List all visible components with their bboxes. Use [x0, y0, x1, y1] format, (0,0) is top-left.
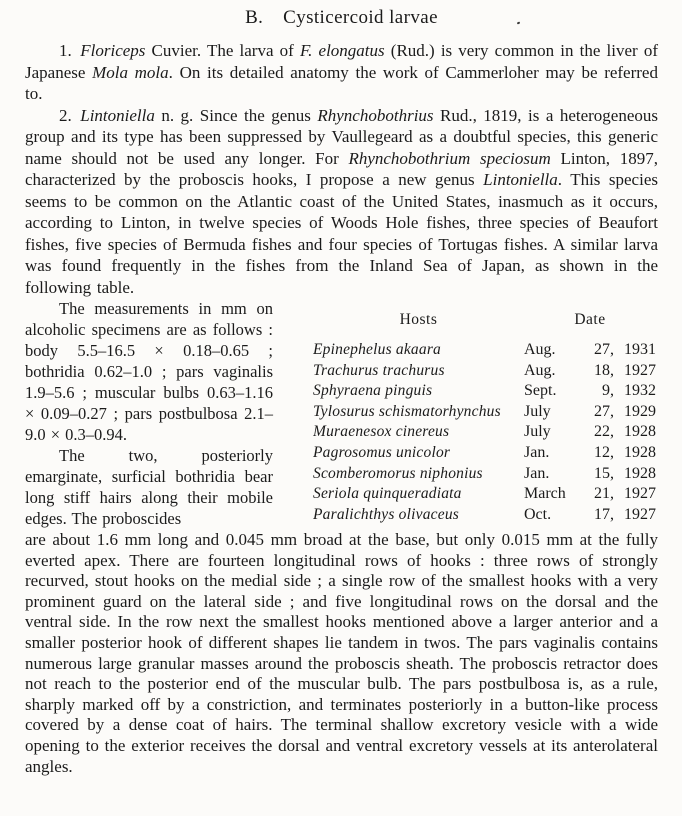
host-name: Scomberomorus niphonius — [313, 464, 483, 482]
date-year: 1928 — [624, 423, 656, 441]
date-year: 1929 — [624, 402, 656, 420]
table-row — [313, 361, 656, 382]
date-day: 22, — [594, 423, 614, 441]
table-row — [313, 381, 656, 402]
collection-date — [524, 381, 656, 402]
host-name: Muraenesox cinereus — [313, 423, 450, 441]
host-name: Epinephelus akaara — [313, 341, 442, 358]
date-year: 1927 — [624, 505, 656, 523]
host-name: Paralichthys olivaceus — [313, 505, 460, 523]
table-row — [313, 340, 656, 361]
date-month: July — [524, 423, 551, 441]
date-day: 15, — [594, 464, 614, 482]
host-date-table — [273, 298, 658, 525]
paragraph-bothridia: The two, posteriorly emarginate, surficial bothridia bear long stiff hairs along their mobile edges. The proboscides — [25, 446, 273, 528]
date-day: 21, — [594, 485, 614, 503]
column-header-date: Date — [574, 311, 606, 328]
date-month: Oct. — [524, 505, 552, 523]
measurements-and-table-section — [25, 298, 658, 529]
date-month: July — [524, 402, 551, 420]
host-name: Trachurus trachurus — [313, 361, 445, 379]
date-month: March — [524, 485, 566, 503]
paragraph-floriceps: 1. Floriceps Cuvier. The larva of F. elongatus (Rud.) is very common in the liver of Japanese Mola mola. On its detailed anatomy the work of Cammerloher may be referred to. — [25, 41, 658, 103]
paragraph-lintoniella: 2. Lintoniella n. g. Since the genus Rhynchobothrius Rud., 1819, is a heterogeneous group and its type has been suppressed by Vaullegeard as a doubtful species, this generic name should not be used any longer. For Rhynchobothrium speciosum Linton, 1897, characterized by the proboscis hooks, I propose a new genus Lintoniella. This species seems to be common on the Atlantic coast of the United States, inasmuch as it occurs, according to Linton, in twelve species of Woods Hole fishes, three species of Beaufort fishes, five species of Bermuda fishes and four species of Tortugas fishes. A similar larva was found frequently in the fishes from the Inland Sea of Japan, as shown in the following table. — [25, 105, 659, 297]
table-row — [313, 422, 656, 443]
collection-date — [524, 361, 656, 382]
collection-date — [524, 422, 656, 443]
date-day: 17, — [594, 505, 614, 523]
paragraph-proboscis-description: are about 1.6 mm long and 0.045 mm broad at the base, but only 0.015 mm at the fully everted apex. There are fourteen longitudinal rows of hooks : three rows of strongly recurved, stout hooks on the medial side ; a single row of the smallest hooks with a very prominent guard on the lateral side ; and five longitudinal rows on the dorsal and the ventral side. In the row next the smallest hooks mentioned above a larger anterior and a smaller posterior hook of different shapes lie tandem in twos. The pars vaginalis contains numerous large granular masses around the proboscis sheath. The proboscis retractor does not reach to the posterior end of the muscular bulb. The pars postbulbosa is, as a rule, sharply marked off by a constriction, and terminates posteriorly in a button-like process covered by a dense coat of hairs. The terminal shallow excretory vesicle with a wide opening to the exterior receives the dorsal and ventral excretory vessels at its anterolateral angles. — [25, 530, 658, 776]
date-month: Aug. — [524, 361, 556, 379]
paragraph-measurements: The measurements in mm on alcoholic specimens are as follows : body 5.5–16.5 × 0.18–0.65 ; bothridia 0.62–1.0 ; pars vaginalis 1.9–5.6 ; muscular bulbs 0.63–1.16 × 0.09–0.27 ; pars postbulbosa 2.1–9.0 × 0.3–0.94. — [25, 299, 273, 444]
host-name: Pagrosomus unicolor — [313, 443, 451, 461]
date-year: 1931 — [624, 341, 656, 358]
date-month: Jan. — [524, 443, 550, 461]
date-day: 9, — [602, 382, 614, 400]
collection-date — [524, 340, 656, 361]
host-name: Sphyraena pinguis — [313, 382, 433, 400]
date-month: Sept. — [524, 382, 557, 400]
date-month: Jan. — [524, 464, 550, 482]
table-row — [313, 484, 656, 505]
collection-date — [524, 402, 656, 423]
date-day: 27, — [594, 341, 614, 358]
date-year: 1928 — [624, 464, 656, 482]
table-row — [313, 443, 656, 464]
table-row — [313, 505, 656, 526]
date-year: 1928 — [624, 443, 656, 461]
collection-date — [524, 505, 656, 526]
date-year: 1932 — [624, 382, 656, 400]
collection-date — [524, 443, 656, 464]
collection-date — [524, 484, 656, 505]
date-year: 1927 — [624, 361, 656, 379]
date-year: 1927 — [624, 485, 656, 503]
host-name: Seriola quinqueradiata — [313, 485, 462, 503]
column-header-hosts: Hosts — [399, 311, 438, 328]
section-heading: B. Cysticercoid larvae — [245, 7, 438, 28]
host-name: Tylosurus schismatorhynchus — [313, 402, 501, 420]
date-day: 27, — [594, 402, 614, 420]
collection-date — [524, 464, 656, 485]
date-month: Aug. — [524, 341, 556, 358]
date-day: 18, — [594, 361, 614, 379]
date-day: 12, — [594, 443, 614, 461]
table-header-row — [313, 311, 656, 329]
table-row — [313, 402, 656, 423]
measurements-column — [25, 298, 273, 529]
table-row — [313, 464, 656, 485]
